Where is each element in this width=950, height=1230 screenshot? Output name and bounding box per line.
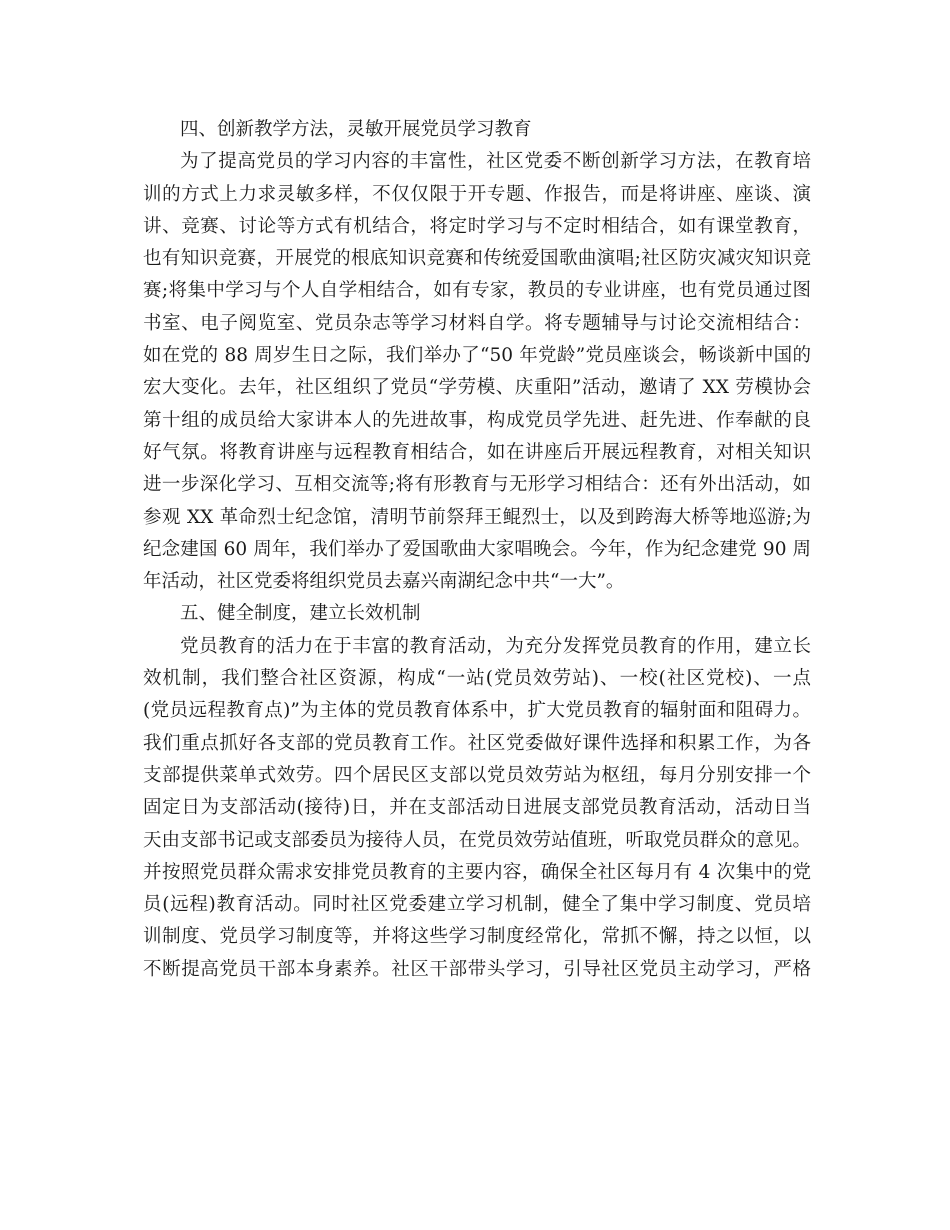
paragraph-line: 固定日为支部活动(接待)日，并在支部活动日进展支部党员教育活动，活动日当 xyxy=(143,797,811,819)
paragraph-line: 训制度、党员学习制度等，并将这些学习制度经常化，常抓不懈，持之以恒，以 xyxy=(143,926,811,948)
paragraph-line: 训的方式上力求灵敏多样，不仅仅限于开专题、作报告，而是将讲座、座谈、演 xyxy=(143,183,811,205)
paragraph-line: 好气氛。将教育讲座与远程教育相结合，如在讲座后开展远程教育，对相关知识 xyxy=(143,441,811,463)
paragraph-line: 宏大变化。去年，社区组织了党员“学劳模、庆重阳”活动，邀请了 XX 劳模协会 xyxy=(143,377,811,399)
paragraph-line: 员(远程)教育活动。同时社区党委建立学习机制，健全了集中学习制度、党员培 xyxy=(143,894,811,916)
paragraph-line: 如在党的 88 周岁生日之际，我们举办了“50 年党龄”党员座谈会，畅谈新中国的 xyxy=(143,345,811,367)
document-body xyxy=(143,114,811,986)
paragraph-line: 参观 XX 革命烈士纪念馆，清明节前祭拜王鲲烈士，以及到跨海大桥等地巡游;为 xyxy=(143,506,811,528)
paragraph-line: (党员远程教育点)”为主体的党员教育体系中，扩大党员教育的辐射面和阻碍力。 xyxy=(143,700,811,722)
paragraph-line: 书室、电子阅览室、党员杂志等学习材料自学。将专题辅导与讨论交流相结合： xyxy=(143,312,811,334)
paragraph-line: 党员教育的活力在于丰富的教育活动，为充分发挥党员教育的作用，建立长 xyxy=(180,635,811,657)
paragraph-line: 不断提高党员干部本身素养。社区干部带头学习，引导社区党员主动学习，严格 xyxy=(143,958,811,980)
paragraph-line: 第十组的成员给大家讲本人的先进故事，构成党员学先进、赶先进、作奉献的良 xyxy=(143,409,811,431)
paragraph-line: 并按照党员群众需求安排党员教育的主要内容，确保全社区每月有 4 次集中的党 xyxy=(143,861,811,883)
paragraph-line: 我们重点抓好各支部的党员教育工作。社区党委做好课件选择和积累工作，为各 xyxy=(143,732,811,754)
paragraph-line: 天由支部书记或支部委员为接待人员，在党员效劳站值班，听取党员群众的意见。 xyxy=(143,829,811,851)
paragraph-line: 为了提高党员的学习内容的丰富性，社区党委不断创新学习方法，在教育培 xyxy=(180,151,811,173)
paragraph-line: 纪念建国 60 周年，我们举办了爱国歌曲大家唱晚会。今年，作为纪念建党 90 周 xyxy=(143,538,811,560)
paragraph-line: 讲、竞赛、讨论等方式有机结合，将定时学习与不定时相结合，如有课堂教育， xyxy=(143,215,811,237)
section-heading: 四、创新教学方法，灵敏开展党员学习教育 xyxy=(180,119,532,140)
paragraph-line: 也有知识竞赛，开展党的根底知识竞赛和传统爱国歌曲演唱;社区防灾减灾知识竞 xyxy=(143,248,811,270)
paragraph-line: 进一步深化学习、互相交流等;将有形教育与无形学习相结合：还有外出活动，如 xyxy=(143,474,811,496)
section-heading: 五、健全制度，建立长效机制 xyxy=(180,603,421,625)
paragraph-line: 效机制，我们整合社区资源，构成“一站(党员效劳站)、一校(社区党校)、一点 xyxy=(143,668,811,690)
paragraph-line: 支部提供菜单式效劳。四个居民区支部以党员效劳站为枢纽，每月分别安排一个 xyxy=(143,764,811,786)
paragraph-line: 赛;将集中学习与个人自学相结合，如有专家，教员的专业讲座，也有党员通过图 xyxy=(143,280,811,302)
paragraph-line: 年活动，社区党委将组织党员去嘉兴南湖纪念中共“一大”。 xyxy=(143,571,625,593)
